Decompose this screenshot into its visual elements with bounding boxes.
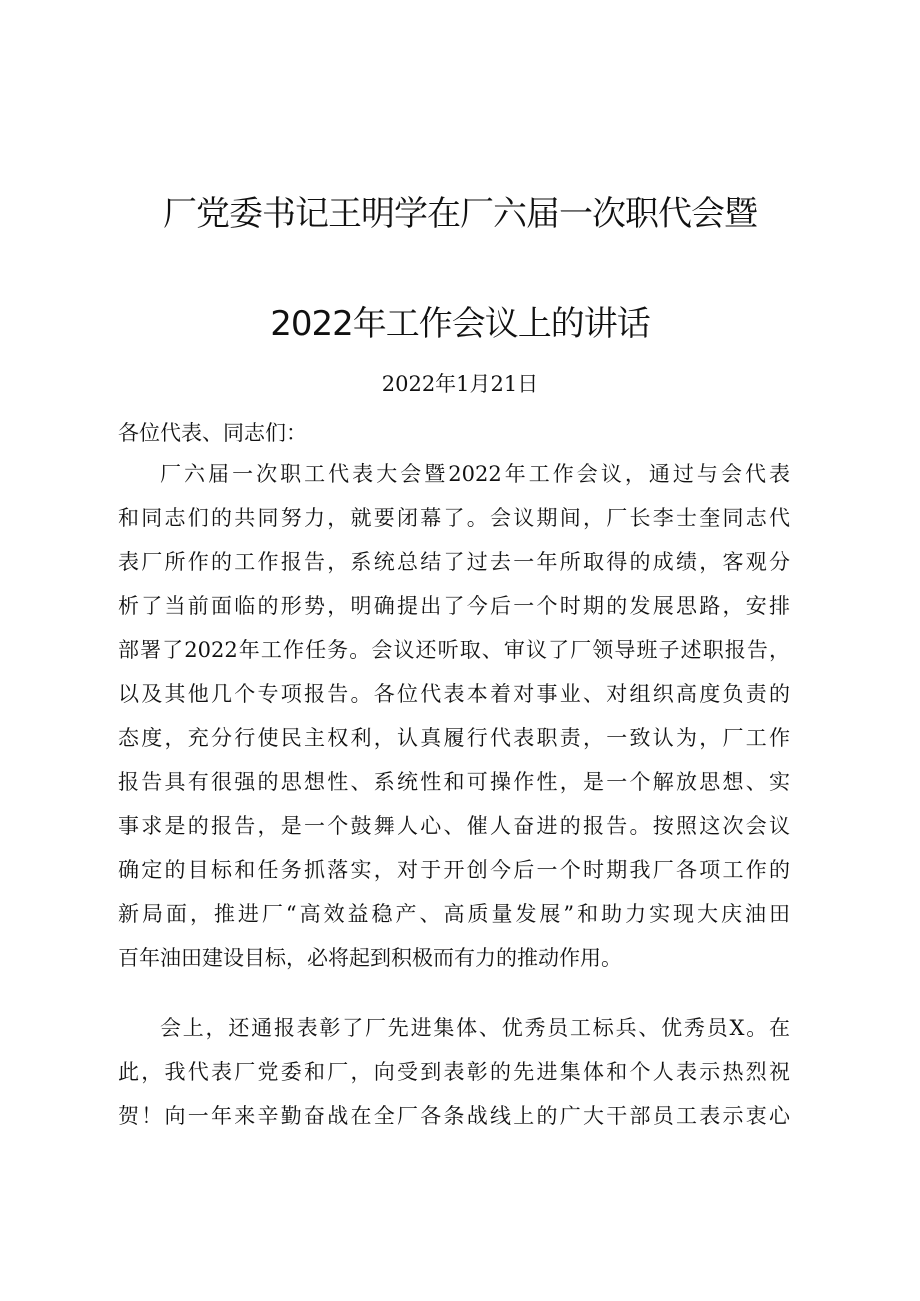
paragraph-1-line-3: 表厂所作的工作报告，系统总结了过去一年所取得的成绩，客观分 [118, 550, 790, 574]
document-title-line-1: 厂党委书记王明学在厂六届一次职代会暨 [163, 194, 757, 234]
paragraph-1-line-2: 和同志们的共同努力，就要闭幕了。会议期间，厂长李士奎同志代 [118, 506, 790, 530]
paragraph-1-line-4: 析了当前面临的形势，明确提出了今后一个时期的发展思路，安排 [118, 594, 790, 618]
paragraph-1-line-1: 厂六届一次职工代表大会暨2022年工作会议，通过与会代表 [160, 462, 790, 486]
salutation: 各位代表、同志们： [118, 421, 307, 445]
paragraph-2-line-2: 此，我代表厂党委和厂，向受到表彰的先进集体和个人表示热烈祝 [118, 1060, 790, 1084]
document-title-line-2: 2022年工作会议上的讲话 [270, 304, 650, 344]
paragraph-2-line-3: 贺！向一年来辛勤奋战在全厂各条战线上的广大干部员工表示衷心 [118, 1104, 790, 1128]
paragraph-1-line-6: 以及其他几个专项报告。各位代表本着对事业、对组织高度负责的 [118, 682, 790, 706]
paragraph-1-line-10: 确定的目标和任务抓落实，对于开创今后一个时期我厂各项工作的 [118, 858, 790, 882]
paragraph-1-line-9: 事求是的报告，是一个鼓舞人心、催人奋进的报告。按照这次会议 [118, 814, 790, 838]
paragraph-1-line-12: 百年油田建设目标，必将起到积极而有力的推动作用。 [118, 946, 622, 970]
paragraph-1-line-11: 新局面，推进厂“高效益稳产、高质量发展”和助力实现大庆油田 [118, 902, 790, 926]
document-date: 2022年1月21日 [381, 372, 539, 396]
paragraph-1-line-8: 报告具有很强的思想性、系统性和可操作性，是一个解放思想、实 [118, 770, 790, 794]
paragraph-1-line-7: 态度，充分行使民主权利，认真履行代表职责，一致认为，厂工作 [118, 726, 790, 750]
paragraph-2-line-1: 会上，还通报表彰了厂先进集体、优秀员工标兵、优秀员X。在 [160, 1016, 790, 1040]
paragraph-1-line-5: 部署了2022年工作任务。会议还听取、审议了厂领导班子述职报告， [118, 638, 790, 662]
